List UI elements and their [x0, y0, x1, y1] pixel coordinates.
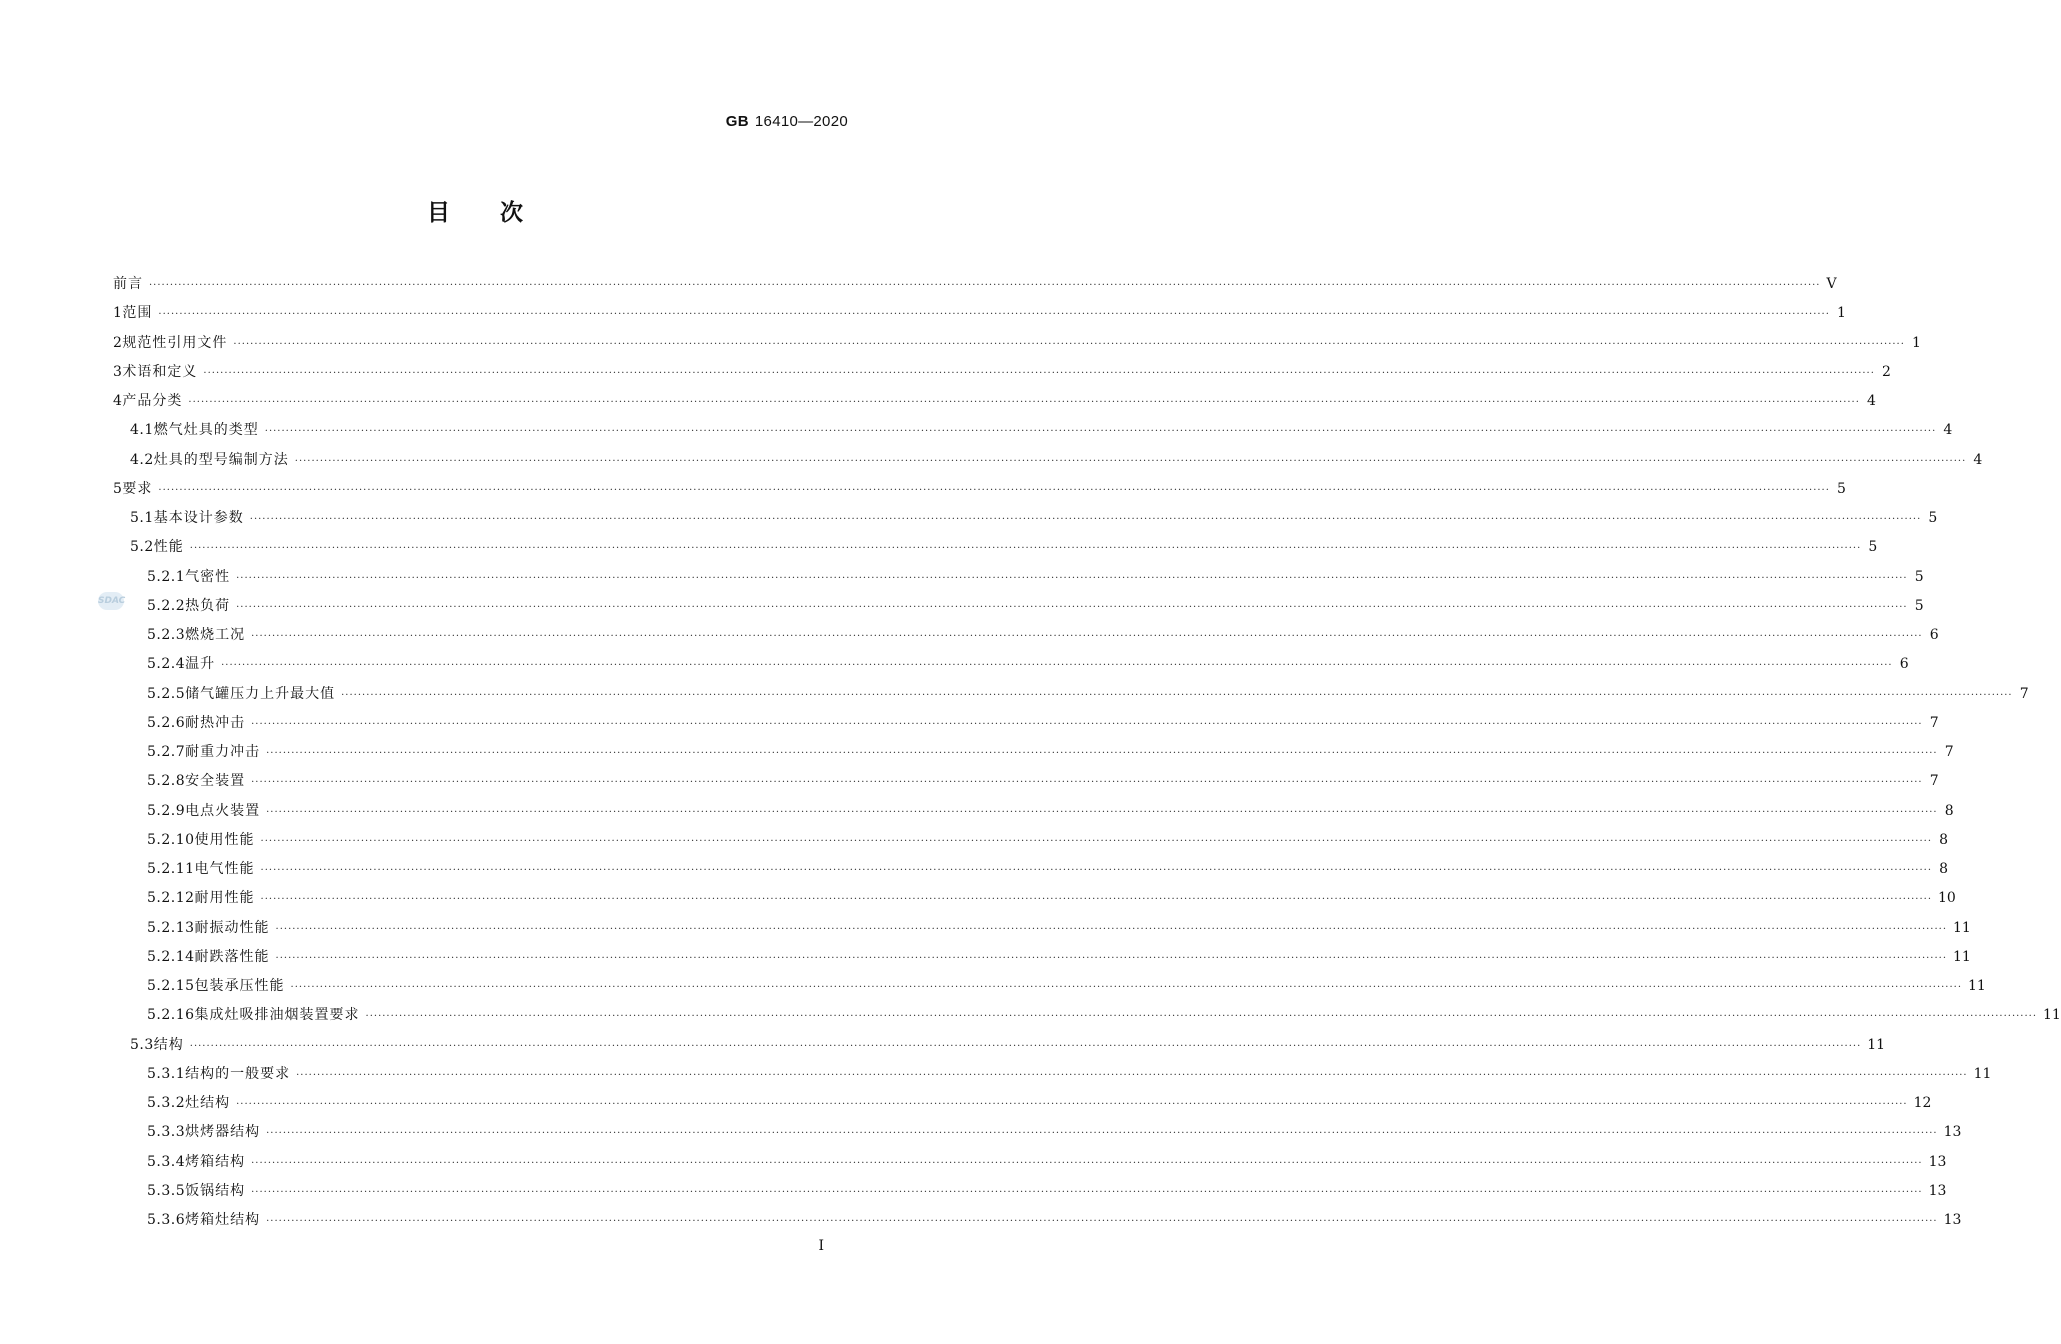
- toc-leader-dots: ················································································································································································································································································································································································································: [236, 601, 1908, 613]
- toc-entry-label: 范围: [122, 305, 153, 322]
- toc-entry[interactable]: [113, 592, 1924, 621]
- toc-leader-dots: ················································································································································································································································································································································································································: [251, 1157, 1923, 1169]
- toc-entry-label: 要求: [122, 480, 153, 497]
- toc-leader-dots: ················································································································································································································································································································································································································: [266, 1216, 1938, 1227]
- toc-entry[interactable]: [113, 299, 1846, 328]
- toc-entry-label: 产品分类: [122, 393, 183, 409]
- toc-entry-label: 集成灶吸排油烟装置要求: [194, 1007, 360, 1024]
- toc-entry-page: 6: [1929, 627, 1939, 643]
- toc-leader-dots: ················································································································································································································································································································································································································: [203, 367, 1875, 379]
- toc-entry-label: 气密性: [185, 568, 231, 585]
- toc-entry-label: 热负荷: [185, 597, 231, 614]
- standard-prefix: GB: [725, 113, 749, 130]
- toc-leader-dots: ················································································································································································································································································································································································································: [233, 338, 1905, 350]
- toc-entry[interactable]: [113, 329, 1921, 358]
- toc-entry[interactable]: [113, 1206, 1962, 1235]
- toc-entry-number: 5.3.4: [147, 1153, 186, 1170]
- toc-entry[interactable]: [113, 943, 1971, 972]
- toc-entry-page: 5: [1928, 510, 1938, 526]
- toc-entry-page: 12: [1913, 1095, 1932, 1111]
- toc-entry[interactable]: [113, 972, 1986, 1001]
- toc-leader-dots: ················································································································································································································································································································································································································: [221, 660, 1893, 672]
- toc-entry-label: 温升: [185, 656, 216, 673]
- toc-entry-page: 11: [1968, 978, 1986, 994]
- toc-entry-number: 5.3.5: [147, 1182, 186, 1199]
- toc-entry-number: 5.2.2: [147, 597, 186, 614]
- toc-entry-label: 烤箱灶结构: [185, 1212, 261, 1228]
- toc-entry-page: 10: [1938, 890, 1956, 907]
- toc-entry-number: 5.2.15: [147, 978, 195, 994]
- toc-entry[interactable]: [113, 650, 1909, 679]
- toc-entry-label: 前言: [113, 276, 143, 292]
- toc-entry-number: 1: [113, 305, 123, 322]
- toc-entry[interactable]: [113, 884, 1956, 913]
- toc-entry-page: 13: [1928, 1153, 1947, 1170]
- toc-entry-page: 11: [2043, 1007, 2061, 1024]
- toc-entry-label: 电气性能: [194, 861, 255, 877]
- toc-entry-number: 5.2: [130, 539, 154, 556]
- toc-leader-dots: ················································································································································································································································································································································································································: [158, 309, 1830, 321]
- toc-entry-number: 5.2.14: [147, 948, 195, 965]
- toc-leader-dots: ················································································································································································································································································································································································································: [275, 923, 1948, 935]
- toc-entry-number: 5: [113, 480, 123, 497]
- toc-entry-label: 耐用性能: [194, 890, 255, 907]
- toc-leader-dots: ················································································································································································································································································································································································································: [236, 1099, 1908, 1110]
- toc-leader-dots: ················································································································································································································································································································································································································: [249, 514, 1922, 525]
- toc-entry-page: 4: [1973, 451, 1983, 468]
- toc-entry-page: 5: [1836, 480, 1846, 497]
- toc-entry-label: 使用性能: [194, 831, 255, 848]
- toc-entry-label: 耐热冲击: [185, 714, 246, 731]
- toc-entry-number: 5.2.3: [147, 627, 186, 643]
- toc-entry-label: 耐重力冲击: [185, 744, 261, 760]
- page-number: I: [818, 1238, 824, 1254]
- toc-leader-dots: ················································································································································································································································································································································································································: [189, 1040, 1862, 1052]
- toc-entry-page: V: [1826, 276, 1837, 292]
- toc-entry-number: 4.2: [130, 451, 154, 468]
- standard-code: [726, 113, 848, 130]
- toc-leader-dots: ················································································································································································································································································································································································································: [260, 835, 1933, 847]
- toc-leader-dots: ················································································································································································································································································································································································································: [251, 777, 1923, 789]
- toc-entry-label: 结构: [153, 1036, 184, 1053]
- toc-entry-number: 4.1: [130, 422, 154, 439]
- toc-entry-label: 饭锅结构: [185, 1182, 246, 1199]
- toc-entry-page: 7: [1929, 714, 1939, 731]
- toc-entry-number: 5.3.2: [147, 1095, 186, 1111]
- toc-entry-number: 5.2.1: [147, 568, 186, 585]
- toc-leader-dots: ················································································································································································································································································································································································································: [365, 1011, 2038, 1023]
- toc-entry-label: 规范性引用文件: [122, 334, 228, 351]
- toc-entry[interactable]: [113, 826, 1949, 855]
- toc-leader-dots: ················································································································································································································································································································································································································: [266, 748, 1938, 759]
- toc-entry-number: 5.2.9: [147, 802, 186, 819]
- toc-entry[interactable]: [113, 504, 1938, 533]
- toc-leader-dots: ················································································································································································································································································································································································································: [275, 952, 1948, 964]
- toc-leader-dots: ················································································································································································································································································································································································································: [158, 484, 1830, 496]
- toc-entry-label: 安全装置: [185, 773, 246, 790]
- toc-entry-label: 烘烤器结构: [185, 1124, 261, 1141]
- toc-entry-number: 5.3.1: [147, 1065, 186, 1082]
- toc-leader-dots: ················································································································································································································································································································································································································: [294, 455, 1967, 467]
- toc-entry[interactable]: [113, 680, 2029, 709]
- toc-entry[interactable]: [113, 1118, 1962, 1147]
- toc-entry-number: 5.2.5: [147, 685, 186, 702]
- toc-entry-label: 耐振动性能: [194, 919, 270, 936]
- toc-entry-number: 5.2.4: [147, 656, 186, 673]
- toc-entry-label: 结构的一般要求: [185, 1065, 291, 1082]
- toc-entry[interactable]: [113, 387, 1876, 416]
- toc-entry-page: 1: [1836, 305, 1846, 322]
- toc-entry-label: 电点火装置: [185, 802, 261, 819]
- toc-entry[interactable]: [113, 1060, 1992, 1089]
- toc-entry-number: 5.3.6: [147, 1212, 186, 1228]
- toc-entry[interactable]: [113, 1177, 1947, 1206]
- toc-entry-page: 5: [1914, 597, 1924, 614]
- sdac-watermark-logo: SDAC: [98, 592, 124, 610]
- toc-entry-label: 术语和定义: [122, 363, 198, 380]
- toc-leader-dots: ················································································································································································································································································································································································································: [296, 1069, 1968, 1081]
- toc-leader-dots: ················································································································································································································································································································································································································: [260, 894, 1933, 906]
- toc-entry-label: 烤箱结构: [185, 1153, 246, 1170]
- toc-leader-dots: ················································································································································································································································································································································································································: [251, 631, 1923, 642]
- toc-entry-label: 耐跌落性能: [194, 948, 270, 965]
- toc-entry-number: 3: [113, 363, 123, 380]
- toc-entry-label: 灶具的型号编制方法: [153, 451, 289, 468]
- toc-entry-page: 13: [1943, 1212, 1962, 1228]
- standard-number: 16410—2020: [754, 113, 848, 130]
- toc-entry[interactable]: [113, 797, 1954, 826]
- toc-entry-label: 燃烧工况: [185, 627, 246, 643]
- toc-entry-number: 5.2.8: [147, 773, 186, 790]
- toc-entry-label: 灶结构: [185, 1095, 231, 1111]
- toc-entry-page: 7: [1944, 744, 1954, 760]
- toc-entry-page: 5: [1868, 539, 1878, 556]
- toc-leader-dots: ················································································································································································································································································································································································································: [251, 1186, 1923, 1198]
- toc-entry-page: 8: [1939, 831, 1949, 848]
- toc-entry-page: 4: [1866, 393, 1876, 409]
- toc-entry-number: 2: [113, 334, 123, 351]
- toc-entry[interactable]: [113, 914, 1971, 943]
- toc-entry-number: 4: [113, 393, 123, 409]
- toc-entry-label: 储气罐压力上升最大值: [185, 685, 336, 702]
- toc-entry-label: 基本设计参数: [153, 510, 244, 526]
- toc-leader-dots: ················································································································································································································································································································································································································: [149, 280, 1821, 291]
- toc-entry-page: 4: [1943, 422, 1953, 439]
- toc-leader-dots: ················································································································································································································································································································································································································: [260, 865, 1933, 876]
- toc-entry-number: 5.2.10: [147, 831, 195, 848]
- toc-entry[interactable]: [113, 1089, 1932, 1118]
- toc-entry-number: 5.1: [130, 510, 154, 526]
- toc-entry-number: 5.2.16: [147, 1007, 195, 1024]
- toc-entry-number: 5.2.11: [147, 861, 195, 877]
- toc-entry[interactable]: [113, 767, 1939, 796]
- toc-entry[interactable]: [113, 738, 1954, 767]
- toc-leader-dots: ················································································································································································································································································································································································································: [290, 982, 1963, 993]
- toc-leader-dots: ················································································································································································································································································································································································································: [264, 426, 1937, 438]
- toc-entry[interactable]: [113, 855, 1949, 884]
- toc-leader-dots: ················································································································································································································································································································································································································: [251, 718, 1923, 730]
- toc-entry-number: 5.3: [130, 1036, 154, 1053]
- toc-entry-page: 8: [1944, 802, 1954, 819]
- toc-entry-page: 13: [1943, 1124, 1962, 1141]
- toc-leader-dots: ················································································································································································································································································································································································································: [266, 1128, 1938, 1140]
- table-of-contents: [113, 270, 2061, 1235]
- toc-entry[interactable]: [113, 1148, 1947, 1177]
- toc-entry-label: 包装承压性能: [194, 978, 285, 994]
- toc-entry-number: 5.2.12: [147, 890, 195, 907]
- toc-entry-page: 7: [2019, 685, 2029, 702]
- toc-entry[interactable]: [113, 270, 1837, 299]
- toc-entry-page: 11: [1953, 919, 1971, 936]
- toc-entry[interactable]: [113, 563, 1924, 592]
- toc-entry-page: 8: [1939, 861, 1949, 877]
- toc-entry-page: 11: [1953, 948, 1971, 965]
- toc-leader-dots: ················································································································································································································································································································································································································: [341, 689, 2013, 701]
- toc-entry[interactable]: [113, 1031, 1886, 1060]
- toc-entry-number: 5.2.7: [147, 744, 186, 760]
- toc-entry-page: 11: [1973, 1065, 1992, 1082]
- toc-entry[interactable]: [113, 621, 1939, 650]
- toc-entry-page: 13: [1928, 1182, 1947, 1199]
- toc-entry[interactable]: [113, 709, 1939, 738]
- toc-entry[interactable]: [113, 475, 1846, 504]
- toc-entry[interactable]: [113, 533, 1878, 562]
- toc-entry[interactable]: [113, 416, 1953, 445]
- toc-entry-page: 11: [1867, 1036, 1886, 1053]
- toc-leader-dots: ················································································································································································································································································································································································································: [236, 572, 1908, 584]
- toc-entry[interactable]: [113, 446, 1983, 475]
- toc-entry-number: 5.2.13: [147, 919, 195, 936]
- toc-leader-dots: ················································································································································································································································································································································································································: [188, 397, 1860, 408]
- toc-leader-dots: ················································································································································································································································································································································································································: [189, 543, 1862, 555]
- toc-entry-page: 6: [1899, 656, 1909, 673]
- toc-entry[interactable]: [113, 1001, 2061, 1030]
- toc-title: 目次: [427, 200, 573, 226]
- toc-entry-number: 5.3.3: [147, 1124, 186, 1141]
- toc-entry-page: 7: [1929, 773, 1939, 790]
- toc-entry-page: 1: [1911, 334, 1921, 351]
- toc-entry-page: 2: [1881, 363, 1891, 380]
- toc-entry-label: 燃气灶具的类型: [153, 422, 259, 439]
- toc-entry-page: 5: [1914, 568, 1924, 585]
- toc-entry-number: 5.2.6: [147, 714, 186, 731]
- toc-entry-label: 性能: [153, 539, 184, 556]
- toc-leader-dots: ················································································································································································································································································································································································································: [266, 806, 1938, 818]
- toc-entry[interactable]: [113, 358, 1891, 387]
